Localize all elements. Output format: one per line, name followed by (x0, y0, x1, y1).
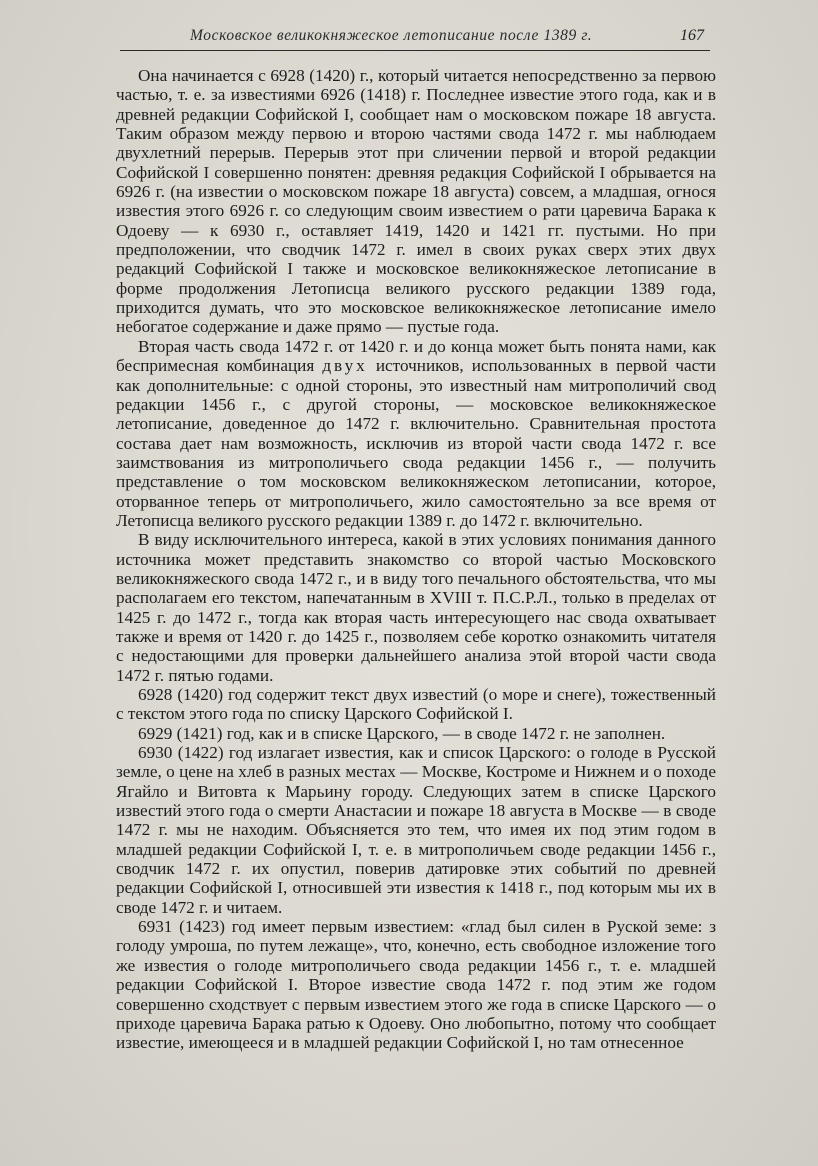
paragraph: 6929 (1421) год, как и в списке Царского, — в своде 1472 г. не заполнен. (138, 723, 666, 743)
paragraph (116, 337, 716, 530)
paragraph: 6930 (1422) год излагает известия, как и список Царского: о голоде в Русской земле, о цене на хлеб в разных местах — Москве, Костроме и Нижнем и о походе Ягайло и Витовта к Марьину городу. Следующих затем в списке Царского известий этого года о смерти Анастасии и пожаре 18 августа в Москве — в своде 1472 г. мы не находим. Объясняется это тем, что имея их под этим годом в младшей редакции Софийской I, т. е. в митрополичьем своде редакции 1456 г., сводчик 1472 г. их опустил, поверив датировке этих событий по древней редакции Софийской I, относившей эти известия к 1418 г., под которым мы их в своде 1472 г. и читаем. (116, 743, 716, 917)
paragraph: 6928 (1420) год содержит текст двух известий (о море и снеге), тожественный с текстом этого года по списку Царского Софийской I. (116, 685, 716, 724)
paragraph: В виду исключительного интереса, какой в этих условиях понимания данного источника может представить знакомство со второй частью Московского великокняжеского свода 1472 г., и в виду того печального обстоятельства, что мы располагаем его текстом, напечатанным в XVIII т. П.С.Р.Л., только в пределах от 1425 г. до 1472 г., тогда как вторая часть интересующего нас свода охватывает также и время от 1420 г. до 1425 г., позволяем себе коротко ознакомить читателя с недостающими для проверки дальнейшего анализа этой второй части свода 1472 г. пятью годами. (116, 530, 716, 685)
paragraph-text: Вторая часть свода 1472 г. от 1420 г. и до конца может быть понята нами, как беспримесная комбинация (116, 336, 716, 376)
body-text (116, 66, 716, 1053)
emphasized-word: двух (322, 356, 368, 376)
paragraph-text: источников, использованных в первой части как дополнительные: с одной стороны, это известный нам митрополичий свод редакции 1456 г., с другой стороны, — московское великокняжеское летописание, доведенное до 1472 г. включительно. Сравнительная простота состава дает нам возможность, исключив из второй части свода 1472 г. все заимствования из митрополичьего свода редакции 1456 г., — получить представление о том московском великокняжеском летописании, которое, оторванное теперь от митрополичьего, жило самостоятельно за все время от Летописца великого русского редакции 1389 г. до 1472 г. включительно. (116, 356, 716, 530)
page-number: 167 (680, 27, 704, 44)
paragraph: Она начинается с 6928 (1420) г., который читается непосредственно за первою частью, т. е. за известиями 6926 (1418) г. Последнее известие этого года, как и в древней редакции Софийской I, сообщает нам о московском пожаре 18 августа. Таким образом между первою и второю частями свода 1472 г. мы наблюдаем двухлетний перерыв. Перерыв этот при сличении первой и второй редакции Софийской I совершенно понятен: древняя редакция Софийской I обрывается на 6926 г. (на известии о московском пожаре 18 августа) совсем, а младшая, огнося известия этого 6926 г. со следующим своим известием о рати царевича Барака к Одоеву — к 6930 г., оставляет 1419, 1420 и 1421 гг. пустыми. Но при предположении, что сводчик 1472 г. имел в своих руках сверх этих двух редакций Софийской I также и московское великокняжеское летописание в форме продолжения Летописца великого русского редакции 1389 года, приходится думать, что это московское великокняжеское летописание имело небогатое содержание и даже прямо — пустые года. (116, 66, 716, 337)
page-header (120, 24, 710, 51)
running-title: Московское великокняжеское летописание после 1389 г. (190, 27, 593, 44)
paragraph: 6931 (1423) год имеет первым известием: «глад был силен в Руской земе: з голоду умроша, по путем лежаще», что, конечно, есть свободное изложение того же известия о голоде митрополичьего свода редакции 1456 г., т. е. младшей редакции Софийской I. Второе известие свода 1472 г. под этим же годом совершенно сходствует с первым известием этого же года в списке Царского — о приходе царевича Барака ратью к Одоеву. Оно любопытно, потому что сообщает известие, имеющееся и в младшей редакции Софийской I, но там отнесенное (116, 917, 716, 1053)
